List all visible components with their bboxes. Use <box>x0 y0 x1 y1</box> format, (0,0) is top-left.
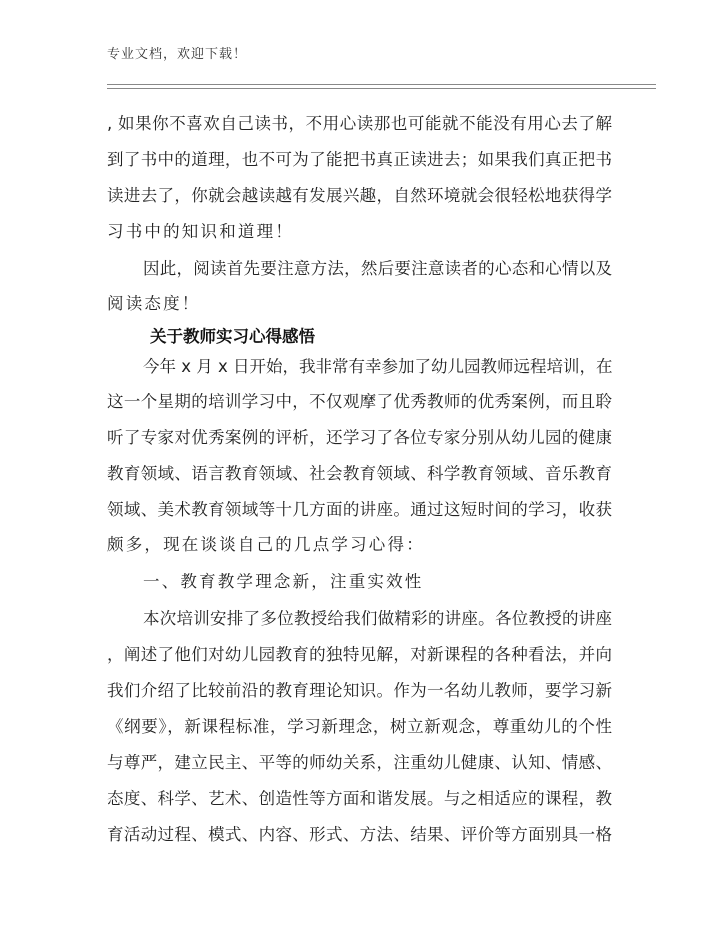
page-header-text: 专业文档，欢迎下载！ <box>107 47 248 62</box>
body-line: 因此，阅读首先要注意方法，然后要注意读者的心态和心情以及 <box>143 259 612 278</box>
body-line: 我们介绍了比较前沿的教育理论知识。作为一名幼儿教师，要学习新 <box>107 681 612 700</box>
body-line: 阅读态度！ <box>107 294 201 313</box>
body-line: 读进去了，你就会越读越有发展兴趣，自然环境就会很轻松地获得学 <box>107 186 612 205</box>
body-line: 到了书中的道理，也不可为了能把书真正读进去；如果我们真正把书 <box>107 150 612 169</box>
section-title: 关于教师实习心得感悟 <box>150 327 315 346</box>
body-line: 颇多，现在谈谈自己的几点学习心得： <box>107 535 425 554</box>
body-line: 态度、科学、艺术、创造性等方面和谐发展。与之相适应的课程，教 <box>107 789 612 808</box>
body-line: 《纲要》，新课程标准，学习新理念，树立新观念，尊重幼儿的个性 <box>107 717 612 736</box>
subheading: 一、教育教学理念新，注重实效性 <box>143 572 424 591</box>
body-line: 听了专家对优秀案例的评析，还学习了各位专家分别从幼儿园的健康 <box>107 428 612 447</box>
body-line: 领域、美术教育领域等十几方面的讲座。通过这短时间的学习，收获 <box>107 500 612 519</box>
body-line: 这一个星期的培训学习中，不仅观摩了优秀教师的优秀案例，而且聆 <box>107 392 612 411</box>
body-line: 教育领域、语言教育领域、社会教育领域、科学教育领域、音乐教育 <box>107 464 612 483</box>
body-line: 今年 x 月 x 日开始，我非常有幸参加了幼儿园教师远程培训，在 <box>143 357 613 376</box>
body-line: , 如果你不喜欢自己读书，不用心读那也可能就不能没有用心去了解 <box>107 114 612 133</box>
body-line: 习书中的知识和道理！ <box>107 222 294 241</box>
body-line: ，阐述了他们对幼儿园教育的独特见解，对新课程的各种看法，并向 <box>107 645 612 664</box>
body-line: 育活动过程、模式、内容、形式、方法、结果、评价等方面别具一格 <box>107 825 612 844</box>
header-divider <box>107 84 656 89</box>
body-line: 与尊严，建立民主、平等的师幼关系，注重幼儿健康、认知、情感、 <box>107 753 612 772</box>
body-line: 本次培训安排了多位教授给我们做精彩的讲座。各位教授的讲座 <box>143 609 612 628</box>
